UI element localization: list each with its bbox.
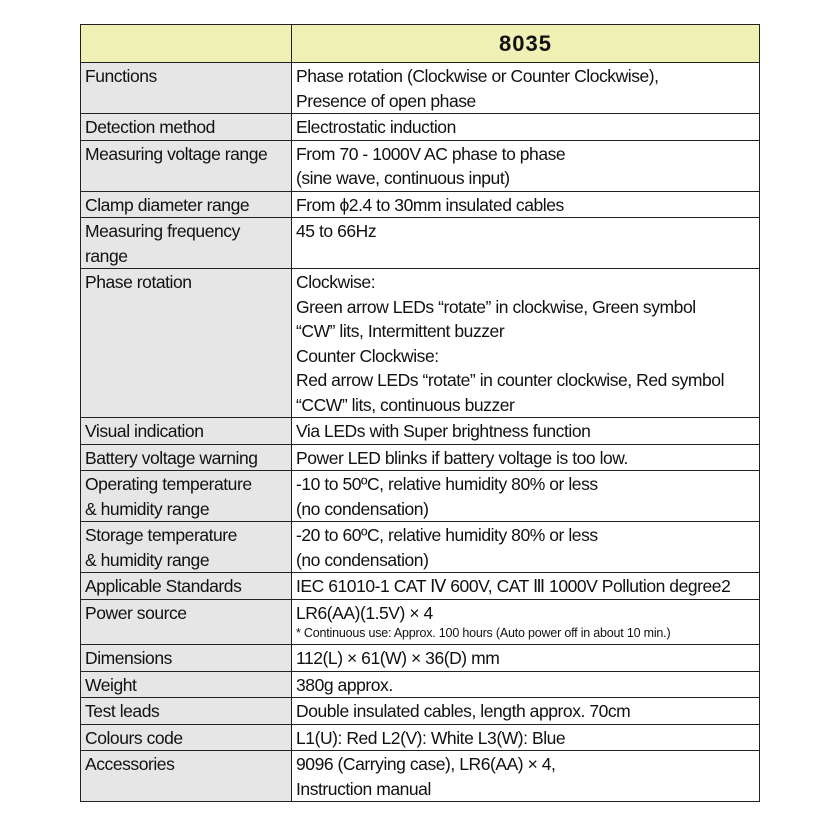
spec-label-line: Detection method [85,117,215,137]
spec-value-line: Green arrow LEDs “rotate” in clockwise, Green symbol [296,296,696,317]
spec-label-line: Phase rotation [85,272,192,292]
spec-value-line: 9096 (Carrying case), LR6(AA) × 4, [296,754,556,774]
spec-label [81,573,292,600]
spec-value-line: Clockwise: [296,272,376,292]
spec-value [292,599,760,645]
spec-label-line: Functions [85,66,157,86]
spec-value-line: -20 to 60ºC, relative humidity 80% or less [296,525,598,545]
spec-row [81,140,760,191]
spec-value [292,140,760,191]
spec-value-line: Instruction manual [296,778,431,799]
spec-label-line: Test leads [85,701,160,721]
spec-value-line: 380g approx. [296,674,393,695]
spec-label [81,522,292,573]
spec-label-line: Clamp diameter range [85,194,250,215]
spec-row [81,522,760,573]
spec-row [81,191,760,218]
spec-row [81,444,760,471]
spec-label-line: Measuring voltage range [85,143,268,164]
spec-value-line: Electrostatic induction [296,117,456,137]
spec-label [81,724,292,751]
header-row [81,25,760,63]
spec-label [81,63,292,114]
spec-value-line: From ϕ2.4 to 30mm insulated cables [296,194,564,215]
spec-label [81,751,292,802]
spec-label-line: Battery voltage warning [85,447,258,468]
spec-value-line: “CCW” lits, continuous buzzer [296,394,515,415]
spec-table [80,24,760,802]
spec-label [81,269,292,418]
spec-label-line: Colours code [85,727,183,748]
spec-label-line: & humidity range [85,498,210,519]
spec-row [81,218,760,269]
spec-label-line: Dimensions [85,648,172,668]
spec-value-line: (no condensation) [296,549,429,570]
spec-value [292,63,760,114]
spec-label-line: Operating temperature [85,474,252,494]
spec-row [81,599,760,645]
spec-label [81,114,292,141]
spec-row [81,269,760,418]
spec-value-line: (sine wave, continuous input) [296,168,510,188]
spec-row [81,63,760,114]
spec-label-line: Accessories [85,754,175,774]
spec-value [292,218,760,269]
spec-label-line: range [85,245,128,266]
spec-value [292,114,760,141]
spec-value [292,418,760,445]
spec-label-line: Visual indication [85,421,204,441]
spec-value-line: Power LED blinks if battery voltage is too low. [296,447,628,468]
spec-row [81,724,760,751]
spec-value-line: -10 to 50ºC, relative humidity 80% or less [296,474,598,494]
spec-value [292,724,760,751]
spec-value-line: “CW” lits, Intermittent buzzer [296,321,505,341]
spec-value-line: From 70 - 1000V AC phase to phase [296,143,566,164]
spec-label [81,671,292,698]
spec-value [292,269,760,418]
spec-row [81,645,760,672]
spec-value-line: IEC 61010-1 CAT Ⅳ 600V, CAT Ⅲ 1000V Pollution degree2 [296,576,731,596]
spec-label [81,191,292,218]
spec-value [292,698,760,725]
spec-label [81,698,292,725]
spec-label [81,645,292,672]
spec-value-line: (no condensation) [296,498,429,519]
spec-value [292,751,760,802]
spec-value [292,471,760,522]
spec-value [292,444,760,471]
spec-value [292,671,760,698]
spec-label [81,471,292,522]
spec-row [81,573,760,600]
spec-row [81,418,760,445]
spec-value [292,191,760,218]
spec-row [81,751,760,802]
spec-label [81,140,292,191]
spec-label-line: Storage temperature [85,525,237,545]
spec-row [81,114,760,141]
spec-row [81,471,760,522]
spec-value [292,645,760,672]
spec-value-line: 112(L) × 61(W) × 36(D) mm [296,648,500,668]
spec-value-line: Red arrow LEDs “rotate” in counter clockwise, Red symbol [296,370,725,390]
header-blank-cell [81,25,292,63]
spec-label-line: Power source [85,602,187,623]
spec-value-line: LR6(AA)(1.5V) × 4 [296,602,433,623]
spec-value-line: Via LEDs with Super brightness function [296,421,591,441]
spec-value-line: 45 to 66Hz [296,221,377,241]
spec-label [81,218,292,269]
spec-label-line: & humidity range [85,549,210,570]
spec-value-line: Phase rotation (Clockwise or Counter Clockwise), [296,66,659,86]
spec-label-line: Weight [85,674,137,695]
spec-label [81,444,292,471]
spec-value-line: Counter Clockwise: [296,345,439,366]
spec-label [81,418,292,445]
spec-value [292,522,760,573]
spec-row [81,671,760,698]
spec-value-line: Double insulated cables, length approx. 70cm [296,701,631,721]
spec-label-line: Applicable Standards [85,576,242,596]
model-title: 8035 [292,25,760,63]
spec-footnote: * Continuous use: Approx. 100 hours (Auto power off in about 10 min.) [296,626,671,640]
spec-value [292,573,760,600]
spec-value-line: L1(U): Red L2(V): White L3(W): Blue [296,727,566,748]
spec-row [81,698,760,725]
spec-label-line: Measuring frequency [85,221,240,241]
spec-value-line: Presence of open phase [296,90,476,111]
spec-label [81,599,292,645]
